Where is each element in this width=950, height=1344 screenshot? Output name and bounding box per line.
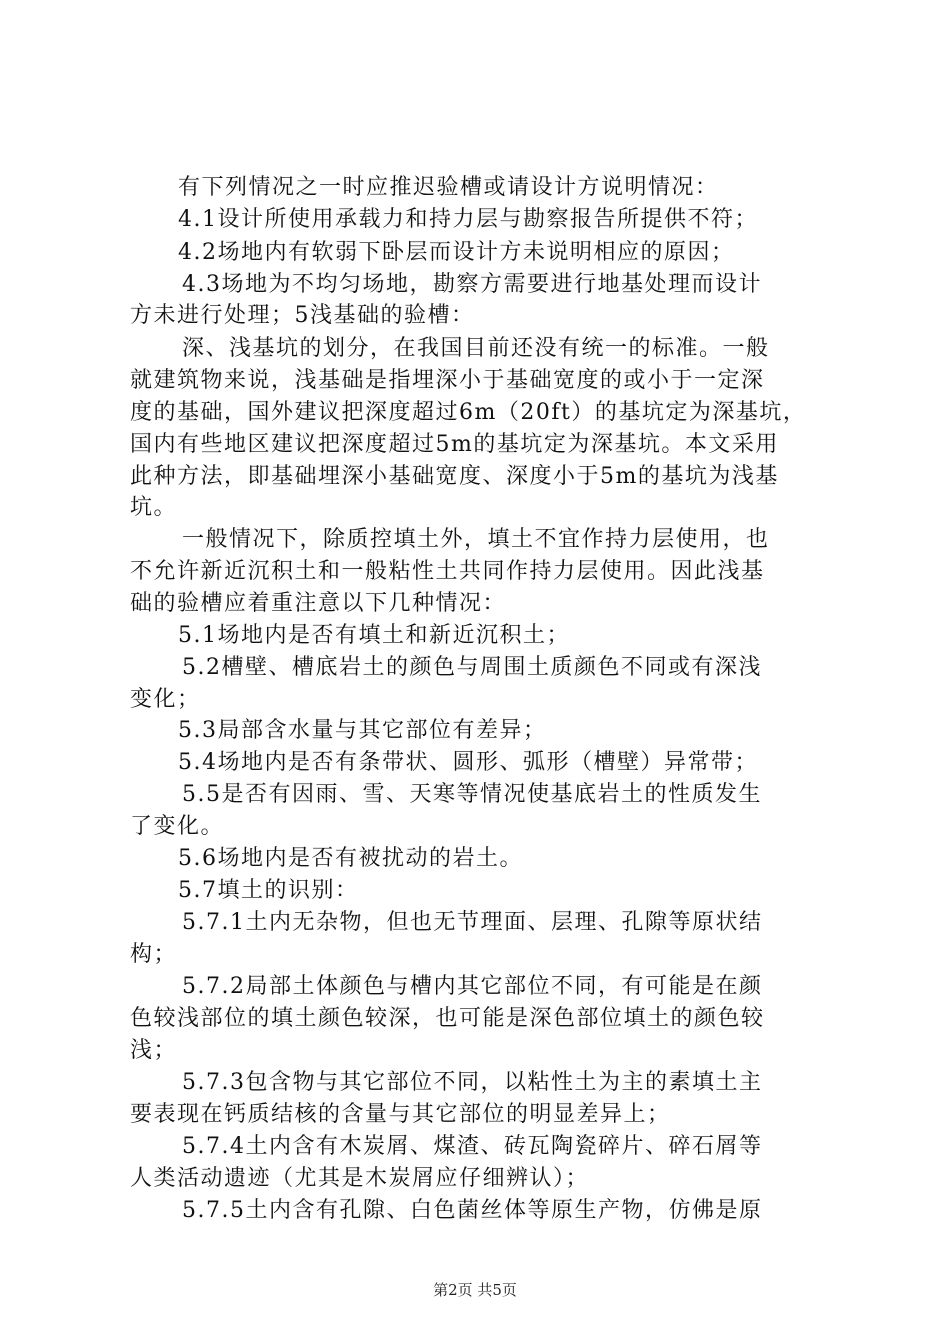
text-line: 5.7.2局部土体颜色与槽内其它部位不同，有可能是在颜 xyxy=(182,974,763,999)
text-line: 了变化。 xyxy=(130,814,225,839)
text-line: 方未进行处理；5浅基础的验槽： xyxy=(130,303,475,328)
text-line: 此种方法，即基础埋深小基础宽度、深度小于5m的基坑为浅基 xyxy=(130,464,779,489)
text-line: 5.2槽壁、槽底岩土的颜色与周围土质颜色不同或有深浅 xyxy=(182,655,762,680)
text-line: 浅； xyxy=(130,1038,178,1063)
text-line: 一般情况下，除质控填土外，填土不宜作持力层使用，也 xyxy=(182,527,770,552)
page-footer: 第2页 共5页 xyxy=(433,1281,517,1299)
text-line: 5.7.1土内无杂物，但也无节理面、层理、孔隙等原状结 xyxy=(182,910,763,935)
text-line: 度的基础，国外建议把深度超过6m（20ft）的基坑定为深基坑， xyxy=(130,400,807,425)
text-line: 5.4场地内是否有条带状、圆形、弧形（槽壁）异常带； xyxy=(178,750,758,775)
text-line: 5.7.4土内含有木炭屑、煤渣、砖瓦陶瓷碎片、碎石屑等 xyxy=(182,1134,763,1159)
text-line: 4.2场地内有软弱下卧层而设计方未说明相应的原因； xyxy=(178,240,735,265)
text-line: 5.3局部含水量与其它部位有差异； xyxy=(178,718,547,743)
text-line: 坑。 xyxy=(130,495,178,520)
text-line: 5.1场地内是否有填土和新近沉积土； xyxy=(178,623,570,648)
text-line: 色较浅部位的填土颜色较深，也可能是深色部位填土的颜色较 xyxy=(130,1006,765,1031)
text-line: 础的验槽应着重注意以下几种情况： xyxy=(130,591,507,616)
text-line: 构； xyxy=(130,942,178,967)
text-line: 5.7填土的识别： xyxy=(178,878,359,903)
text-line: 人类活动遗迹（尤其是木炭屑应仔细辨认）； xyxy=(130,1166,590,1191)
text-line: 不允许新近沉积土和一般粘性土共同作持力层使用。因此浅基 xyxy=(130,559,765,584)
text-line: 4.3场地为不均匀场地，勘察方需要进行地基处理而设计 xyxy=(182,272,762,297)
text-line: 5.6场地内是否有被扰动的岩土。 xyxy=(178,846,523,871)
text-line: 5.7.5土内含有孔隙、白色菌丝体等原生产物，仿佛是原 xyxy=(182,1198,763,1223)
text-line: 5.5是否有因雨、雪、天寒等情况使基底岩土的性质发生 xyxy=(182,782,762,807)
text-line: 国内有些地区建议把深度超过5m的基坑定为深基坑。本文采用 xyxy=(130,432,779,457)
text-line: 就建筑物来说，浅基础是指埋深小于基础宽度的或小于一定深 xyxy=(130,368,765,393)
text-line: 变化； xyxy=(130,687,201,712)
text-line: 要表现在钙质结核的含量与其它部位的明显差异上； xyxy=(130,1102,671,1127)
text-line: 深、浅基坑的划分，在我国目前还没有统一的标准。一般 xyxy=(182,336,770,361)
text-line: 5.7.3包含物与其它部位不同，以粘性土为主的素填土主 xyxy=(182,1070,763,1095)
text-line: 有下列情况之一时应推迟验槽或请设计方说明情况： xyxy=(178,175,719,200)
text-line: 4.1设计所使用承载力和持力层与勘察报告所提供不符； xyxy=(178,207,758,232)
